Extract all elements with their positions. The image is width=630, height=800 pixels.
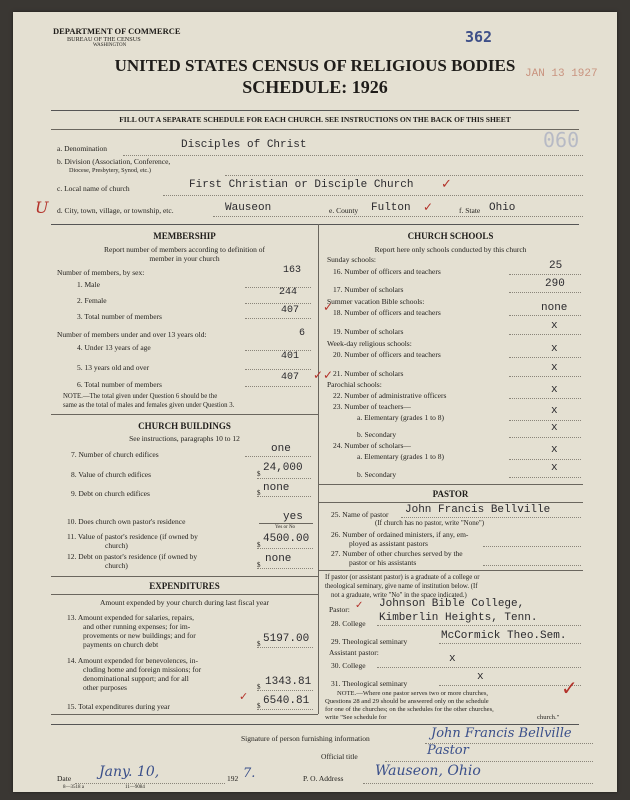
pastor-name-value: John Francis Bellville (405, 504, 551, 516)
check-mark-icon: ✓✓ (313, 368, 334, 382)
expenditures-heading: EXPENDITURES (149, 581, 220, 591)
over-13-value: 401 (281, 351, 300, 362)
edifice-debt-label: 9. Debt on church edifices (71, 489, 150, 498)
admin-officers-value: x (551, 384, 558, 396)
year-label: 192 (227, 774, 239, 783)
scholars-secondary-value: x (551, 462, 558, 474)
form-title: UNITED STATES CENSUS OF RELIGIOUS BODIES (114, 56, 516, 75)
schools-heading: CHURCH SCHOOLS (407, 231, 494, 241)
college-value-1: Johnson Bible College, (379, 598, 525, 610)
po-address-label: P. O. Address (303, 774, 344, 783)
vacation-scholars-label: 19. Number of scholars (333, 327, 404, 336)
seminary-label: 29. Theological seminary (331, 637, 408, 646)
teachers-label: 23. Number of teachers— (333, 402, 411, 411)
sunday-scholars-value: 290 (545, 278, 565, 290)
assistant-college-value: x (449, 653, 456, 665)
ordained-label-2: ployed as assistant pastors (349, 539, 428, 548)
under-13-value: 6 (299, 328, 306, 339)
code-mark: 060 (543, 128, 580, 152)
pastor-name-hint: (If church has no pastor, write "None") (375, 519, 485, 527)
date-value: Jany. 10, (99, 764, 160, 780)
weekday-scholars-label: 21. Number of scholars (333, 369, 404, 378)
form-subtitle: SCHEDULE: 1926 (242, 77, 388, 97)
form-instruction: FILL OUT A SEPARATE SCHEDULE FOR EACH CHURCH. SEE INSTRUCTIONS ON THE BACK OF THIS SHEET (119, 115, 511, 124)
running-expenses-label-4: payments on church debt (83, 640, 159, 649)
total-members-value: 407 (281, 305, 300, 316)
assistant-seminary-label: 31. Theological seminary (331, 679, 408, 688)
admin-officers-label: 22. Number of administrative officers (333, 391, 447, 400)
other-churches-label: 27. Number of other churches served by the (331, 549, 463, 558)
check-mark-icon: ✓ (561, 678, 578, 700)
owns-residence-label: 10. Does church own pastor's residence (67, 517, 186, 526)
teachers-elementary-value: x (551, 405, 558, 417)
vacation-teachers-label: 18. Number of officers and teachers (333, 308, 441, 317)
print-id: 11—9084 (125, 785, 145, 790)
parochial-label: Parochial schools: (327, 380, 382, 389)
residence-debt-value: none (265, 553, 292, 565)
vacation-teachers-value: none (541, 302, 568, 314)
college-value-2: Kimberlin Heights, Tenn. (379, 612, 538, 624)
graduate-instruction: If pastor (or assistant pastor) is a graduate of a college or (325, 574, 480, 581)
dollar-sign: $ (257, 640, 261, 648)
ordained-label: 26. Number of ordained ministers, if any, em- (331, 530, 469, 539)
assistant-seminary-value: x (477, 671, 484, 683)
residence-value: 4500.00 (263, 533, 310, 545)
vacation-label: Summer vacation Bible schools: (327, 297, 425, 306)
weekday-teachers-value: x (551, 343, 558, 355)
dollar-sign: $ (257, 683, 261, 691)
city-label: d. City, town, village, or township, etc. (57, 206, 174, 215)
official-title-value: Pastor (427, 743, 469, 758)
female-label: 2. Female (77, 296, 107, 305)
edifice-value: 24,000 (263, 462, 303, 474)
year-handwritten: 7. (243, 766, 256, 781)
graduate-instruction-3: not a graduate, write "No" in the space indicated.) (331, 592, 467, 599)
dollar-sign: $ (257, 541, 261, 549)
female-value: 244 (279, 287, 298, 298)
expenditures-sub: Amount expended by your church during last fiscal year (99, 598, 270, 607)
running-expenses-label-2: and other running expenses; for im- (83, 622, 191, 631)
state-value: Ohio (489, 202, 516, 214)
membership-heading: MEMBERSHIP (153, 231, 216, 241)
form-id: 8—3518 a (63, 785, 84, 790)
benevolences-label-2: cluding home and foreign missions; for (83, 665, 202, 674)
teachers-secondary-label: b. Secondary (357, 430, 397, 439)
benevolences-value: 1343.81 (265, 676, 312, 688)
membership-intro-2: member in your church (149, 254, 220, 263)
benevolences-label: 14. Amount expended for benevolences, in- (67, 656, 199, 665)
pastor-name-label: 25. Name of pastor (331, 510, 389, 519)
total-expenditures-label: 15. Total expenditures during year (67, 702, 170, 711)
check-mark-icon: ✓ (355, 600, 364, 611)
other-churches-label-2: pastor or his assistants (349, 558, 417, 567)
residence-value-label-2: church) (105, 541, 128, 550)
assistant-college-label: 30. College (331, 661, 366, 670)
assistant-heading: Assistant pastor: (329, 648, 379, 657)
total-members-label: 3. Total number of members (77, 312, 162, 321)
membership-note: NOTE.—The total given under Question 6 should be the (63, 393, 218, 400)
bureau-label: BUREAU OF THE CENSUS (67, 36, 141, 43)
check-mark-icon: ✓ (239, 691, 249, 703)
running-expenses-label-3: provements or new buildings; and for (83, 631, 196, 640)
official-title-label: Official title (321, 752, 358, 761)
pastor-note: NOTE.—Where one pastor serves two or more churches, (337, 690, 489, 697)
margin-mark: U (35, 198, 49, 217)
residence-value-label: 11. Value of pastor's residence (if owned by (67, 532, 198, 541)
check-mark-icon: ✓ (423, 200, 434, 214)
date-label: Date (57, 774, 72, 783)
graduate-instruction-2: theological seminary, give name of institution below. (If (325, 583, 478, 590)
weekday-scholars-value: x (551, 362, 558, 374)
residence-debt-label: 12. Debt on pastor's residence (if owned by (67, 552, 198, 561)
pastor-note-5: church." (537, 714, 560, 721)
running-expenses-label: 13. Amount expended for salaries, repairs, (67, 613, 195, 622)
schedule-number: 362 (465, 28, 493, 46)
membership-note-2: same as the total of males and females given under Question 3. (63, 402, 235, 409)
edifice-value-label: 8. Value of church edifices (71, 470, 152, 479)
sunday-teachers-value: 25 (549, 260, 563, 272)
division-label: b. Division (Association, Conference, (57, 157, 171, 166)
weekday-teachers-label: 20. Number of officers and teachers (333, 350, 441, 359)
teachers-secondary-value: x (551, 422, 558, 434)
scholars-label: 24. Number of scholars— (333, 441, 411, 450)
city-label: WASHINGTON (93, 43, 127, 48)
over-13-label: 5. 13 years old and over (77, 363, 150, 372)
membership-intro: Report number of members according to definition of (104, 245, 265, 254)
total-expenditures-value: 6540.81 (263, 695, 310, 707)
scholars-secondary-label: b. Secondary (357, 470, 397, 479)
edifice-debt-value: none (263, 482, 290, 494)
signature-label: Signature of person furnishing information (241, 734, 370, 743)
edifices-label: 7. Number of church edifices (71, 450, 159, 459)
local-name-value: First Christian or Disciple Church (189, 179, 414, 191)
denomination-value: Disciples of Christ (181, 139, 307, 151)
total-age-label: 6. Total number of members (77, 380, 162, 389)
city-value: Wauseon (225, 202, 272, 214)
sunday-scholars-label: 17. Number of scholars (333, 285, 404, 294)
benevolences-label-3: denominational support; and for all (83, 674, 189, 683)
male-label: 1. Male (77, 280, 100, 289)
college-label: 28. College (331, 619, 366, 628)
county-value: Fulton (371, 202, 411, 214)
dollar-sign: $ (257, 470, 261, 478)
residence-debt-label-2: church) (105, 561, 128, 570)
edifices-value: one (271, 443, 291, 455)
dept-label: DEPARTMENT OF COMMERCE (53, 26, 181, 36)
teachers-elementary-label: a. Elementary (grades 1 to 8) (357, 413, 445, 422)
sunday-teachers-label: 16. Number of officers and teachers (333, 267, 441, 276)
state-label: f. State (459, 206, 481, 215)
census-schedule-page (13, 12, 617, 792)
po-address-value: Wauseon, Ohio (375, 763, 481, 779)
by-sex-label: Number of members, by sex: (57, 268, 145, 277)
pastor-note-3: for one of the churches; on the schedules for the other churches, (325, 706, 494, 713)
running-expenses-value: 5197.00 (263, 633, 310, 645)
buildings-sub: See instructions, paragraphs 10 to 12 (129, 434, 240, 443)
check-mark-icon: ✓ (323, 300, 334, 314)
age-intro-label: Number of members under and over 13 years old: (57, 330, 207, 339)
schools-intro: Report here only schools conducted by this church (374, 245, 527, 254)
county-label: e. County (329, 206, 359, 215)
yes-no-hint: Yes or No (275, 525, 296, 530)
dollar-sign: $ (257, 561, 261, 569)
owns-residence-value: yes (283, 511, 303, 523)
sunday-label: Sunday schools: (327, 255, 376, 264)
buildings-heading: CHURCH BUILDINGS (138, 421, 231, 431)
scholars-elementary-value: x (551, 444, 558, 456)
seminary-value: McCormick Theo.Sem. (441, 630, 567, 642)
dollar-sign: $ (257, 702, 261, 710)
pastor-heading: PASTOR (432, 489, 469, 499)
dollar-sign: $ (257, 489, 261, 497)
total-age-value: 407 (281, 372, 300, 383)
check-mark-icon: ✓ (441, 176, 452, 191)
pastor-note-4: write "See schedule for (325, 714, 387, 721)
pastor-note-2: Questions 28 and 29 should be answered only on the schedule (325, 698, 489, 705)
male-value: 163 (283, 265, 302, 276)
division-label-2: Diocese, Presbytery, Synod, etc.) (69, 167, 151, 174)
scholars-elementary-label: a. Elementary (grades 1 to 8) (357, 452, 445, 461)
signature-value: John Francis Bellville (431, 726, 572, 741)
under-13-label: 4. Under 13 years of age (77, 343, 151, 352)
vacation-scholars-value: x (551, 320, 558, 332)
pastor-college-heading: Pastor: (329, 605, 350, 614)
denomination-label: a. Denomination (57, 144, 107, 153)
received-stamp: JAN 13 1927 (525, 68, 598, 80)
weekday-label: Week-day religious schools: (327, 339, 412, 348)
benevolences-label-4: other purposes (83, 683, 127, 692)
local-name-label: c. Local name of church (57, 184, 130, 193)
